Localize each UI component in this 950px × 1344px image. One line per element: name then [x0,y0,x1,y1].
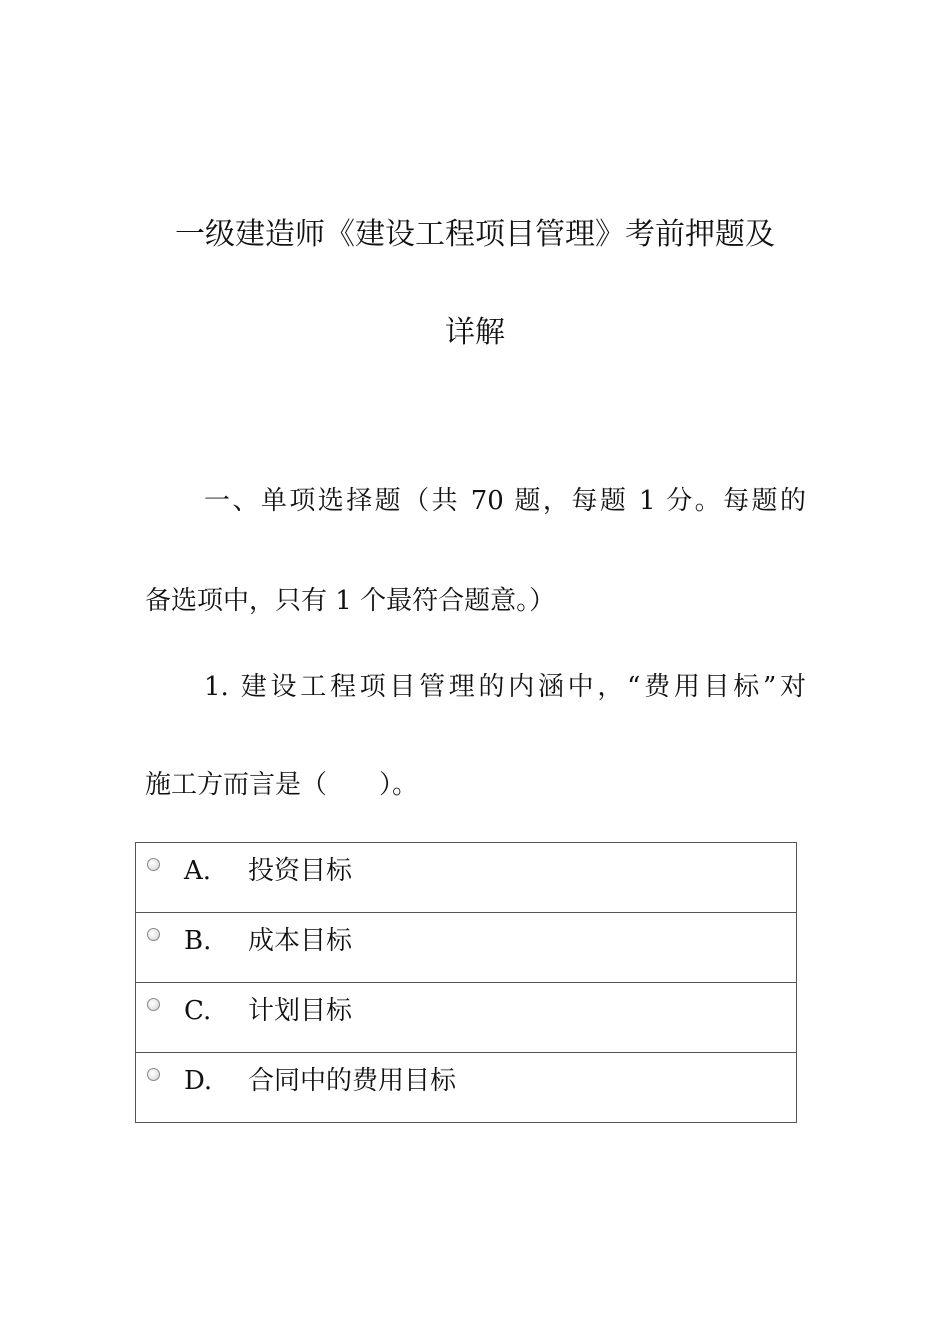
option-row-a[interactable] [136,843,797,913]
option-letter: C. [184,996,212,1026]
answer-options-table [135,842,797,1123]
option-row-b[interactable] [136,913,797,983]
question-text-line-2: 施工方而言是（ ）。 [145,770,419,800]
option-text: 合同中的费用目标 [248,1066,457,1096]
option-row-d[interactable] [136,1053,797,1123]
option-text: 计划目标 [248,996,353,1026]
question-text-line-1: 1. 建设工程项目管理的内涵中，“费用目标”对 [204,672,806,702]
option-cell-b[interactable] [136,913,797,983]
option-cell-a[interactable] [136,843,797,913]
option-text: 投资目标 [248,856,353,886]
section-heading-line-2: 备选项中，只有 1 个最符合题意。） [145,586,556,616]
section-heading-line-1: 一、单项选择题（共 70 题，每题 1 分。每题的 [204,486,806,516]
option-letter: A. [184,856,212,886]
option-letter: B. [184,926,212,956]
radio-button-icon[interactable] [147,928,160,941]
option-cell-c[interactable] [136,983,797,1053]
document-title-line-2: 详解 [445,315,505,350]
radio-button-icon[interactable] [147,1068,160,1081]
option-row-c[interactable] [136,983,797,1053]
radio-button-icon[interactable] [147,998,160,1011]
radio-button-icon[interactable] [147,858,160,871]
document-title-line-1: 一级建造师《建设工程项目管理》考前押题及 [175,217,775,252]
option-text: 成本目标 [248,926,353,956]
option-cell-d[interactable] [136,1053,797,1123]
option-letter: D. [184,1066,213,1096]
